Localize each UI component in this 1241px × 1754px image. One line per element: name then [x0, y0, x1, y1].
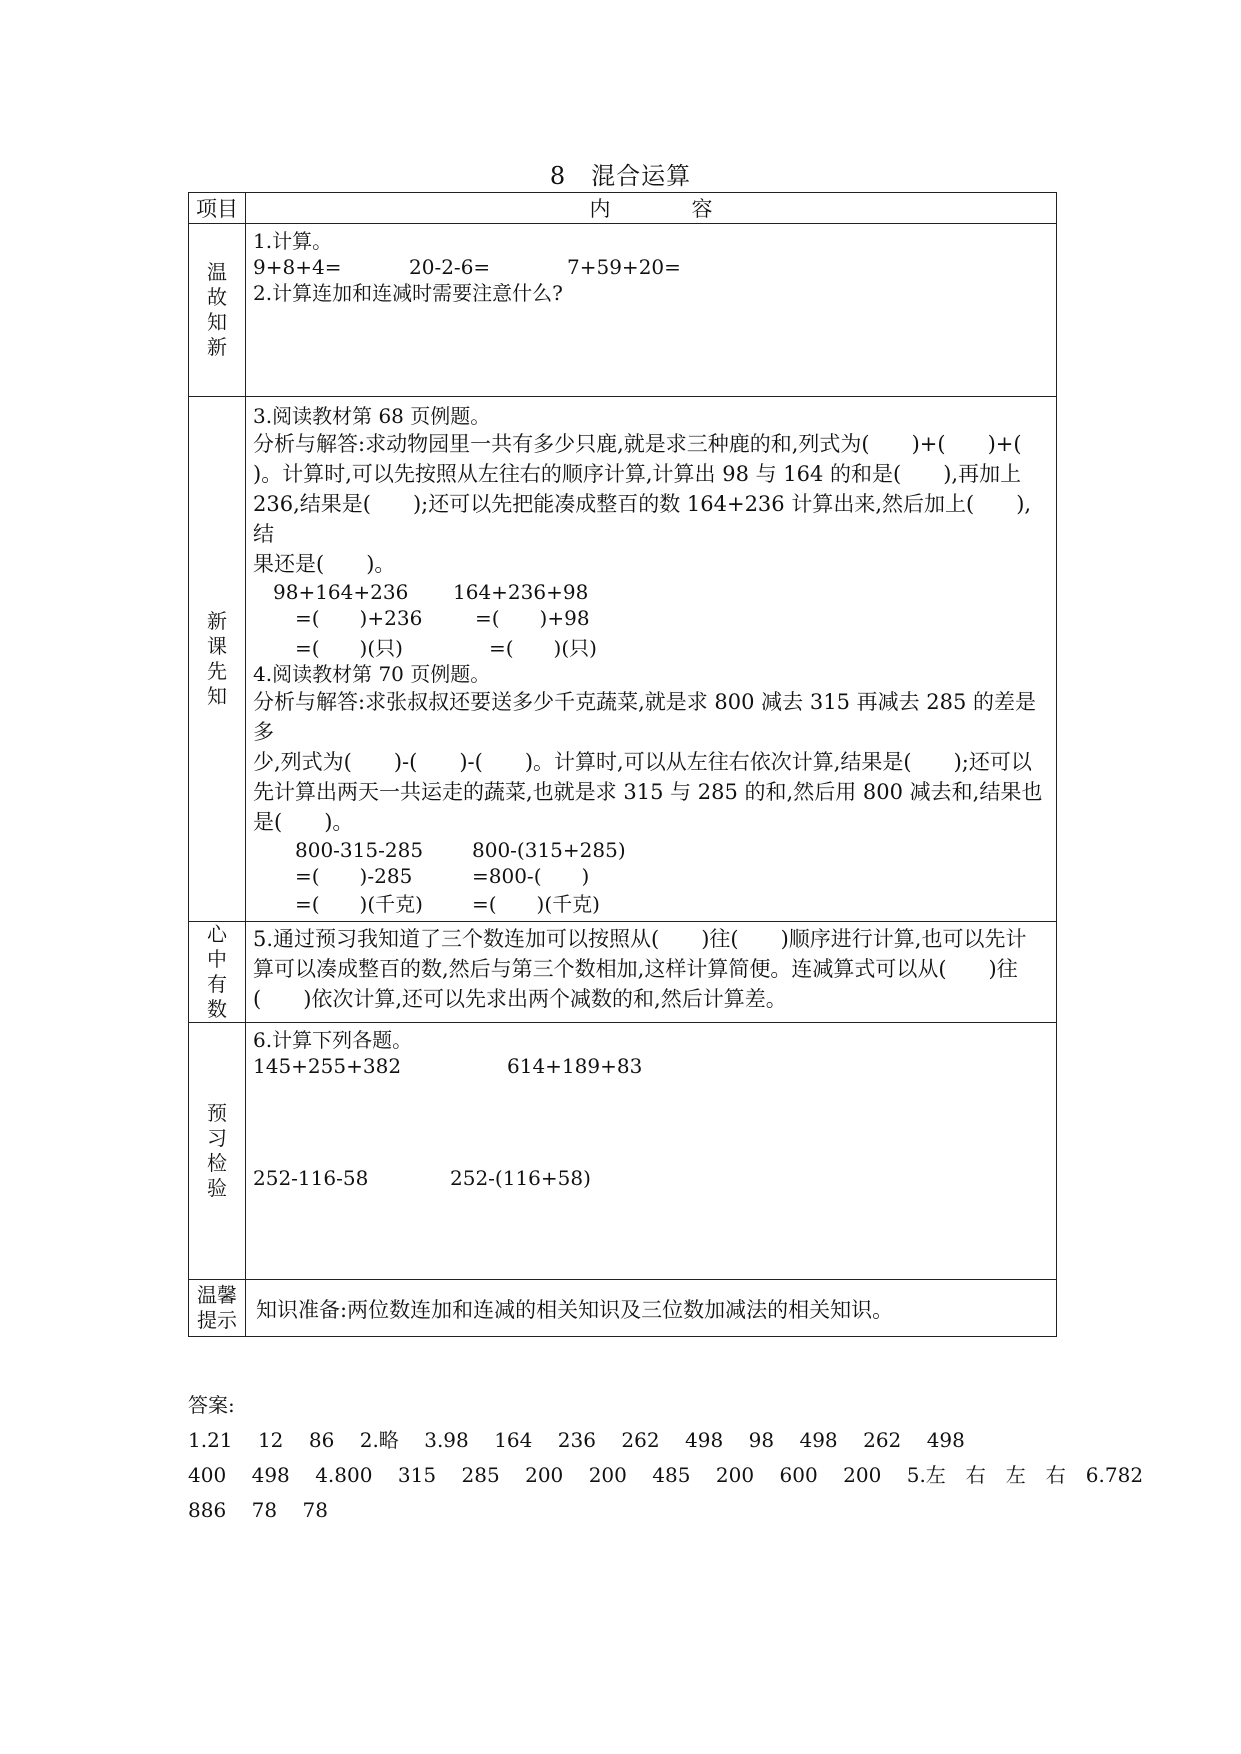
question-6: 6.计算下列各题。 — [253, 1028, 413, 1052]
question-3: 3.阅读教材第 68 页例题。 — [253, 404, 491, 428]
section-label-review: 温故知新 — [207, 260, 227, 359]
section-label-tips: 温馨提示 — [197, 1283, 237, 1332]
section-label-preview: 新课先知 — [207, 609, 227, 708]
q1-expressions — [253, 254, 1050, 280]
tips-text: 知识准备:两位数连加和连减的相关知识及三位数加减法的相关知识。 — [256, 1298, 894, 1322]
section-preview — [189, 397, 1057, 922]
section-summary — [189, 922, 1057, 1023]
header-item: 项目 — [189, 193, 246, 224]
page-title: 8 混合运算 — [549, 162, 692, 190]
answers-section — [188, 1388, 1144, 1528]
q4-analysis: 分析与解答:求张叔叔还要送多少千克蔬菜,就是求 800 减去 315 再减去 285 的差是多 少,列式为( )-( )-( )。计算时,可以从左往右依次计算,结果是( );还可以 先计算出两天一共运走的蔬菜,也就是求 315 与 285 的和,然后用 800 减去和,结果也 是( )。 — [253, 690, 1043, 834]
question-1: 1.计算。 — [253, 229, 333, 253]
expr: 252-(116+58) — [450, 1166, 591, 1190]
q6-row-2 — [253, 1165, 1050, 1191]
expr: 614+189+83 — [507, 1054, 643, 1078]
q3-analysis: 分析与解答:求动物园里一共有多少只鹿,就是求三种鹿的和,列式为( )+( )+( )。计算时,可以先按照从左往右的顺序计算,计算出 98 与 164 的和是( ),再加上 236,结果是( );还可以先把能凑成整百的数 164+236 计算出来,然后加上( ),结 果还是( )。 — [253, 432, 1032, 576]
question-2: 2.计算连加和连减时需要注意什么? — [253, 281, 563, 305]
q6-row-1 — [253, 1053, 1050, 1079]
header-content: 内 容 — [246, 193, 1057, 224]
expr: 20-2-6= — [409, 255, 491, 279]
answers-line: 1.21 12 86 2.略 3.98 164 236 262 498 98 498 262 498 — [188, 1428, 965, 1452]
expr: 145+255+382 — [253, 1054, 402, 1078]
section-label-check: 预习检验 — [207, 1101, 227, 1200]
answers-line: 400 498 4.800 315 285 200 200 485 200 600 200 5.左 右 左 右 6.782 — [188, 1463, 1144, 1487]
expr: 7+59+20= — [567, 255, 681, 279]
worksheet-table — [188, 192, 1057, 1337]
q3-calc-line: =( )+236 =( )+98 — [295, 606, 590, 630]
section-tips — [189, 1280, 1057, 1337]
q3-calc-line: =( )(只) =( )(只) — [295, 636, 597, 660]
q3-calc-line: 98+164+236 164+236+98 — [273, 580, 589, 604]
answers-heading: 答案: — [188, 1393, 235, 1417]
table-header-row — [189, 193, 1057, 224]
expr: 9+8+4= — [253, 255, 342, 279]
expr: 252-116-58 — [253, 1166, 369, 1190]
question-5: 5.通过预习我知道了三个数连加可以按照从( )往( )顺序进行计算,也可以先计 算可以凑成整百的数,然后与第三个数相加,这样计算简便。连减算式可以从( )往 ( )依次计算,还可以先求出两个减数的和,然后计算差。 — [253, 927, 1027, 1011]
section-check — [189, 1023, 1057, 1280]
q4-calc-line: 800-315-285 800-(315+285) — [295, 838, 626, 862]
q4-calc-line: =( )(千克) =( )(千克) — [295, 892, 600, 916]
section-review — [189, 224, 1057, 397]
question-4: 4.阅读教材第 70 页例题。 — [253, 662, 491, 686]
section-label-summary: 心中有数 — [207, 922, 227, 1021]
answers-line: 886 78 78 — [188, 1498, 328, 1522]
q4-calc-line: =( )-285 =800-( ) — [295, 864, 590, 888]
